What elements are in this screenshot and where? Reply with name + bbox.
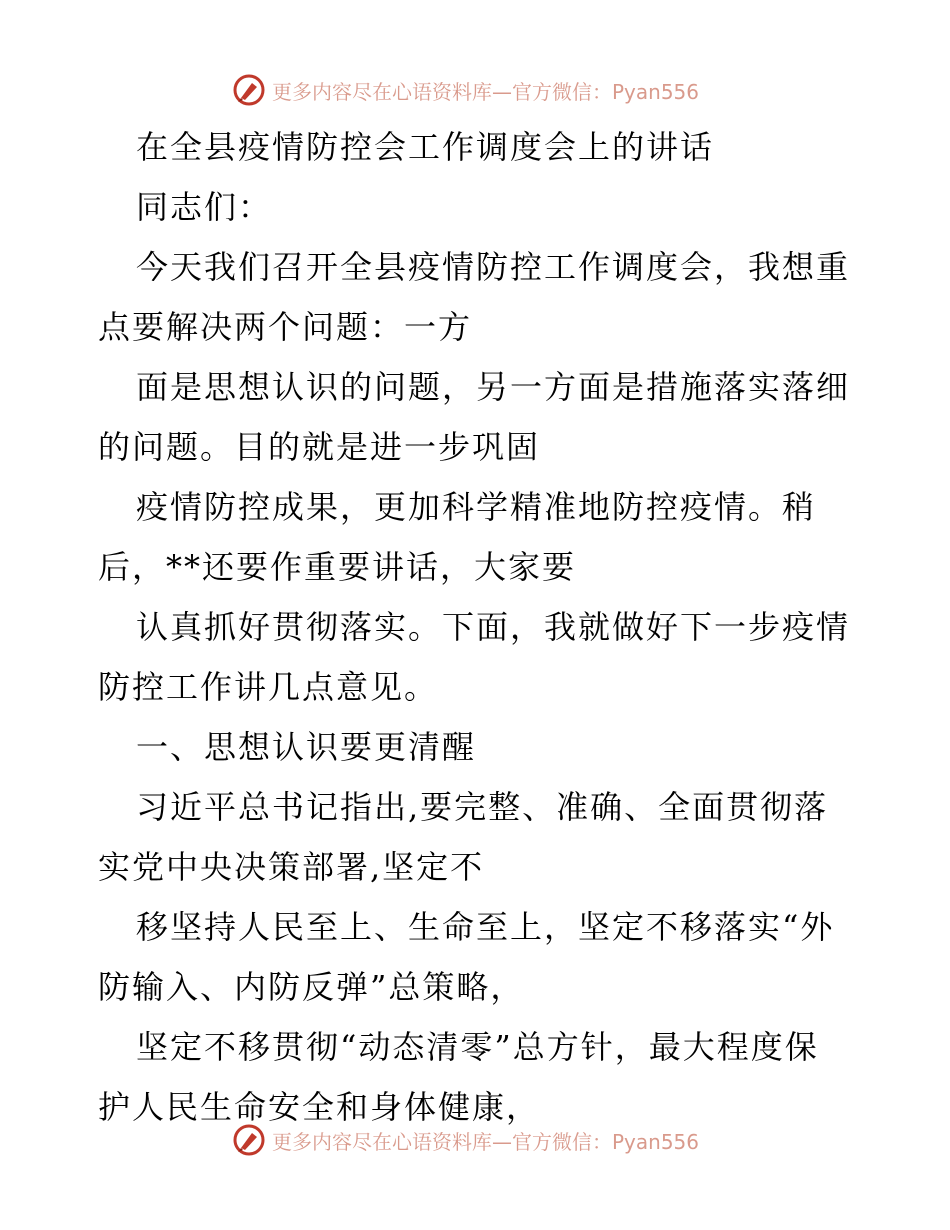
paragraph-line: 移坚持人民至上、生命至上，坚定不移落实“外 — [136, 908, 835, 946]
paragraph-line: 面是思想认识的问题，另一方面是措施落实落细 — [136, 368, 851, 406]
pen-nib-circle-icon — [232, 1123, 266, 1157]
header-watermark — [232, 72, 699, 108]
section-heading: 一、思想认识要更清醒 — [136, 728, 477, 766]
paragraph-line: 坚定不移贯彻“动态清零”总方针，最大程度保 — [136, 1028, 819, 1066]
paragraph-line: 疫情防控成果，更加科学精准地防控疫情。稍 — [136, 488, 817, 526]
paragraph-line: 防控工作讲几点意见。 — [98, 668, 439, 706]
paragraph-line: 认真抓好贯彻落实。下面，我就做好下一步疫情 — [136, 608, 851, 646]
watermark-text: 更多内容尽在心语资料库—官方微信：Pyan556 — [272, 1129, 700, 1154]
paragraph-line: 护人民生命安全和身体健康， — [98, 1088, 541, 1126]
paragraph-line: 习近平总书记指出,要完整、准确、全面贯彻落 — [136, 788, 829, 826]
pen-nib-circle-icon — [232, 73, 266, 107]
paragraph-line: 后，**还要作重要讲话，大家要 — [98, 548, 577, 586]
salutation: 同志们： — [136, 188, 273, 226]
paragraph-line: 的问题。目的就是进一步巩固 — [98, 428, 541, 466]
document-title: 在全县疫情防控会工作调度会上的讲话 — [136, 128, 715, 166]
document-body — [98, 117, 858, 1137]
paragraph-line: 防输入、内防反弹”总策略， — [98, 968, 525, 1006]
paragraph-line: 今天我们召开全县疫情防控工作调度会，我想重 — [136, 248, 851, 286]
paragraph-line: 点要解决两个问题：一方 — [98, 308, 473, 346]
paragraph-line: 实党中央决策部署,坚定不 — [98, 848, 485, 886]
watermark-text: 更多内容尽在心语资料库—官方微信：Pyan556 — [272, 79, 700, 104]
footer-watermark — [232, 1122, 699, 1158]
